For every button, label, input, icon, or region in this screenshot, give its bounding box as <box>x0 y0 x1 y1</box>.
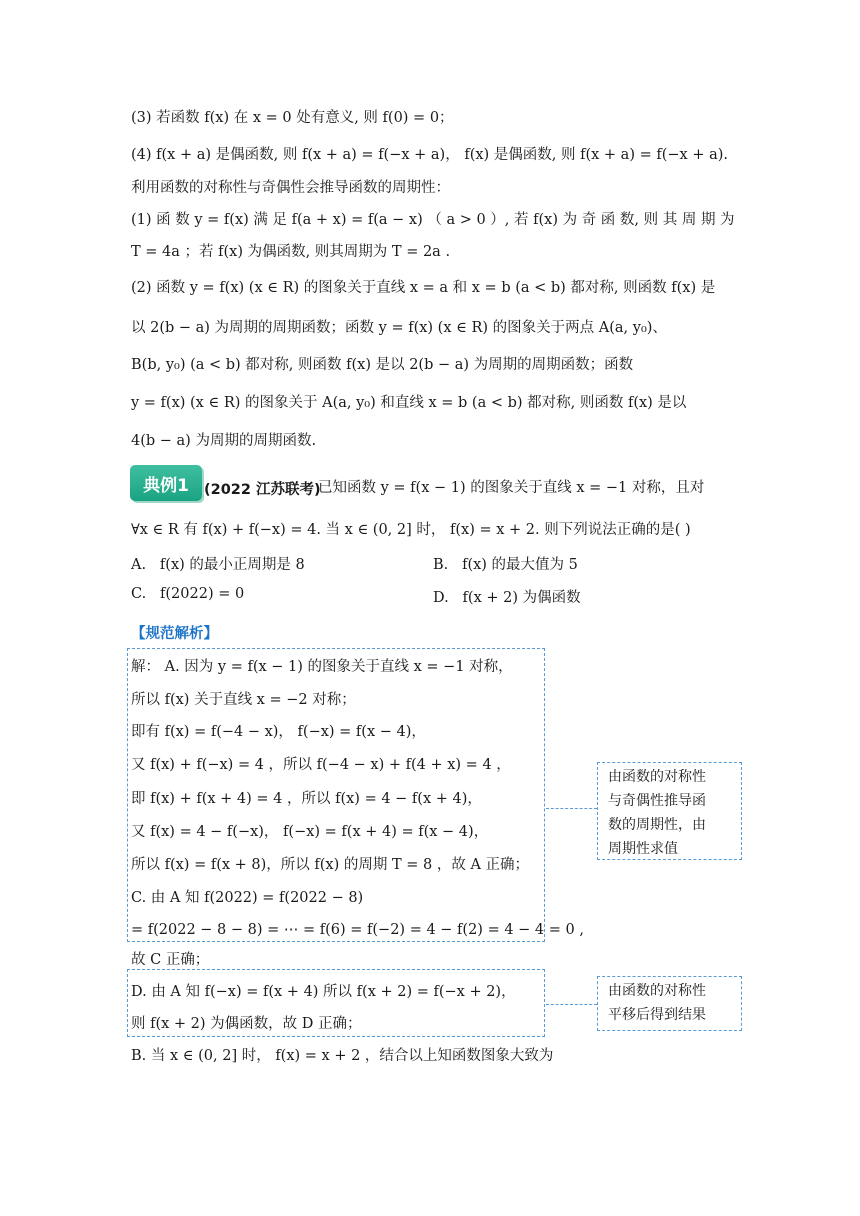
analysis-line-10: 故 C 正确； <box>131 952 210 968</box>
period-rule-2d: y = f(x) (x ∈ R) 的图象关于 A(a, y₀) 和直线 x = b (a < b) 都对称, 则函数 f(x) 是以 <box>131 395 687 411</box>
option-c-text: f(2022) = 0 <box>160 586 245 602</box>
note-1-line-1: 由函数的对称性 <box>608 769 706 785</box>
note-2-line-2: 平移后得到结果 <box>608 1007 706 1023</box>
option-a-label: A. <box>131 557 147 573</box>
note-1 <box>597 762 742 860</box>
note-2-line-1: 由函数的对称性 <box>608 983 706 999</box>
analysis-line-11: D. 由 A 知 f(−x) = f(x + 4) 所以 f(x + 2) = f(−x + 2)， <box>131 984 516 1000</box>
analysis-line-7: 所以 f(x) = f(x + 8)，所以 f(x) 的周期 T = 8 ，故 A 正确； <box>131 857 530 873</box>
period-rule-2e: 4(b − a) 为周期的周期函数. <box>131 433 317 449</box>
analysis-line-3: 即有 f(x) = f(−4 − x)， f(−x) = f(x − 4)， <box>131 724 426 740</box>
example-badge: 典例1 <box>130 465 202 501</box>
period-rule-2a: (2) 函数 y = f(x) (x ∈ R) 的图象关于直线 x = a 和 x = b (a < b) 都对称, 则函数 f(x) 是 <box>131 280 716 296</box>
option-d-text: f(x + 2) 为偶函数 <box>462 590 581 606</box>
analysis-line-6: 又 f(x) = 4 − f(−x)， f(−x) = f(x + 4) = f(x − 4)， <box>131 824 489 840</box>
analysis-line-13: B. 当 x ∈ (0, 2] 时， f(x) = x + 2 ，结合以上知函数图象大致为 <box>131 1048 554 1064</box>
note-1-connector <box>546 808 597 809</box>
example-stem-b: ∀x ∈ R 有 f(x) + f(−x) = 4. 当 x ∈ (0, 2] 时， f(x) = x + 2. 则下列说法正确的是( ) <box>131 522 691 538</box>
analysis-line-2: 所以 f(x) 关于直线 x = −2 对称； <box>131 692 356 708</box>
note-2 <box>597 976 742 1031</box>
option-b <box>433 553 578 574</box>
analysis-line-12: 则 f(x + 2) 为偶函数，故 D 正确； <box>131 1016 362 1032</box>
analysis-line-4: 又 f(x) + f(−x) = 4 ，所以 f(−4 − x) + f(4 + x) = 4 ， <box>131 757 511 773</box>
option-d-label: D. <box>433 590 449 606</box>
option-b-text: f(x) 的最大值为 5 <box>462 557 578 573</box>
period-rule-1a: (1) 函 数 y = f(x) 满 足 f(a + x) = f(a − x) （ a > 0 ）, 若 f(x) 为 奇 函 数, 则 其 周 期 为 <box>131 212 735 228</box>
note-1-line-2: 与奇偶性推导函 <box>608 793 706 809</box>
note-2-connector <box>546 1004 597 1005</box>
analysis-line-5: 即 f(x) + f(x + 4) = 4 ，所以 f(x) = 4 − f(x + 4)， <box>131 791 482 807</box>
example-stem-a: 已知函数 y = f(x − 1) 的图象关于直线 x = −1 对称，且对 <box>318 480 705 496</box>
period-rule-2c: B(b, y₀) (a < b) 都对称, 则函数 f(x) 是以 2(b − a) 为周期的周期函数；函数 <box>131 357 634 373</box>
period-rule-2b: 以 2(b − a) 为周期的周期函数；函数 y = f(x) (x ∈ R) 的图象关于两点 A(a, y₀)、 <box>131 320 667 336</box>
option-c <box>131 586 244 602</box>
option-c-label: C. <box>131 586 147 602</box>
example-source: (2022 江苏联考) <box>204 482 321 498</box>
period-rule-1b: T = 4a ；若 f(x) 为偶函数, 则其周期为 T = 2a . <box>131 244 451 260</box>
analysis-line-8: C. 由 A 知 f(2022) = f(2022 − 8) <box>131 890 364 906</box>
property-3: (3) 若函数 f(x) 在 x = 0 处有意义, 则 f(0) = 0； <box>131 110 454 126</box>
analysis-line-9: = f(2022 − 8 − 8) = ⋯ = f(6) = f(−2) = 4 − f(2) = 4 − 4 = 0 , <box>131 922 584 938</box>
note-1-line-3: 数的周期性，由 <box>608 817 706 833</box>
option-a-text: f(x) 的最小正周期是 8 <box>159 557 305 573</box>
option-b-label: B. <box>433 557 449 573</box>
period-heading: 利用函数的对称性与奇偶性会推导函数的周期性： <box>131 180 450 196</box>
analysis-line-1: 解： A. 因为 y = f(x − 1) 的图象关于直线 x = −1 对称， <box>131 659 513 675</box>
option-d <box>433 586 581 607</box>
option-a <box>131 553 305 574</box>
property-4: (4) f(x + a) 是偶函数, 则 f(x + a) = f(−x + a)， f(x) 是偶函数, 则 f(x + a) = f(−x + a). <box>131 147 728 163</box>
analysis-title: 【规范解析】 <box>131 626 218 642</box>
note-1-line-4: 周期性求值 <box>608 841 678 857</box>
